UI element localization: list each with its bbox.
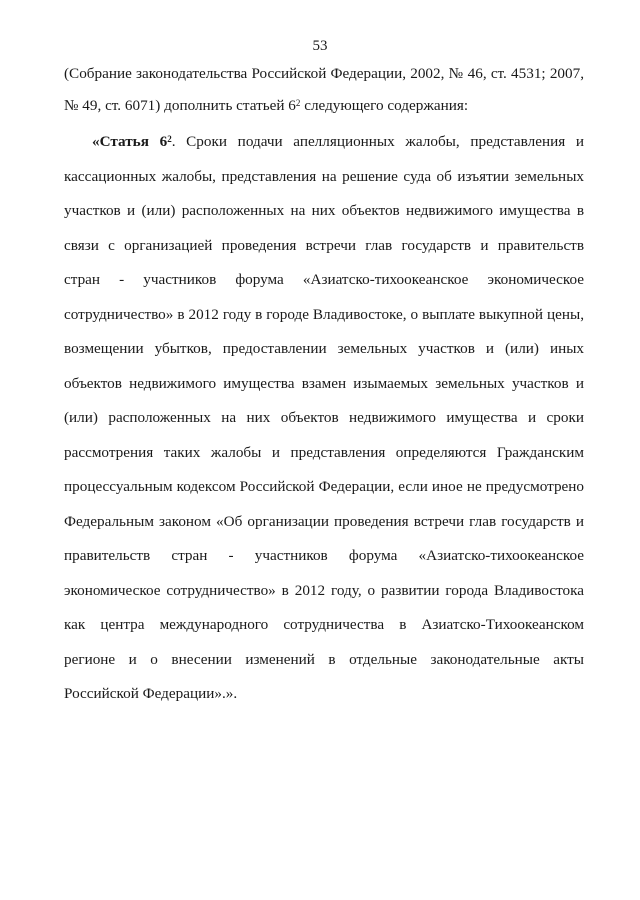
article-line: регионе и о внесении изменений в отдельные законодательные акты — [64, 651, 584, 668]
article-line: участков и (или) расположенных на них объектов недвижимого имущества в — [64, 202, 584, 219]
article-line: сотрудничество» в 2012 году в городе Владивостоке, о выплате выкупной цены, — [64, 306, 584, 323]
article-line: правительств стран - участников форума «Азиатско-тихоокеанское — [64, 547, 584, 564]
intro-line-2 — [64, 96, 584, 116]
article-heading: Статья 6 — [99, 133, 168, 150]
article-line: (или) расположенных на них объектов недвижимого имущества и сроки — [64, 409, 584, 426]
intro-line-2-text: № 49, ст. 6071) дополнить статьей 6 — [64, 97, 296, 114]
article-line: объектов недвижимого имущества взамен изымаемых земельных участков и — [64, 375, 584, 392]
article-heading-dot: . — [171, 133, 176, 150]
article-line: экономическое сотрудничество» в 2012 году, о развитии города Владивостока — [64, 582, 584, 599]
article-line: кассационных жалобы, представления на решение суда об изъятии земельных — [64, 168, 584, 185]
article-heading-superscript: 2 — [167, 134, 172, 144]
article-line: как центра международного сотрудничества в Азиатско-Тихоокеанском — [64, 616, 584, 633]
article-line: Федеральным законом «Об организации проведения встречи глав государств и — [64, 513, 584, 530]
intro-superscript: 2 — [295, 98, 301, 108]
article-line: возмещении убытков, предоставлении земельных участков и (или) иных — [64, 340, 584, 357]
article-line-1-rest: Сроки подачи апелляционных жалобы, представления и — [175, 133, 584, 150]
article-line: рассмотрения таких жалобы и представления определяются Гражданским — [64, 444, 584, 461]
article-line: связи с организацией проведения встречи глав государств и правительств — [64, 237, 584, 254]
intro-line-1: (Собрание законодательства Российской Федерации, 2002, № 46, ст. 4531; 2007, — [64, 65, 584, 82]
article-last-line: Российской Федерации».». — [64, 685, 238, 702]
article-line: процессуальным кодексом Российской Федерации, если иное не предусмотрено — [64, 478, 584, 495]
article-line: стран - участников форума «Азиатско-тихоокеанское экономическое — [64, 271, 584, 288]
intro-line-2-rest: следующего содержания: — [300, 97, 469, 114]
page-number: 53 — [312, 38, 328, 54]
article-open-quote: « — [92, 133, 100, 150]
article-heading-line — [92, 132, 584, 152]
